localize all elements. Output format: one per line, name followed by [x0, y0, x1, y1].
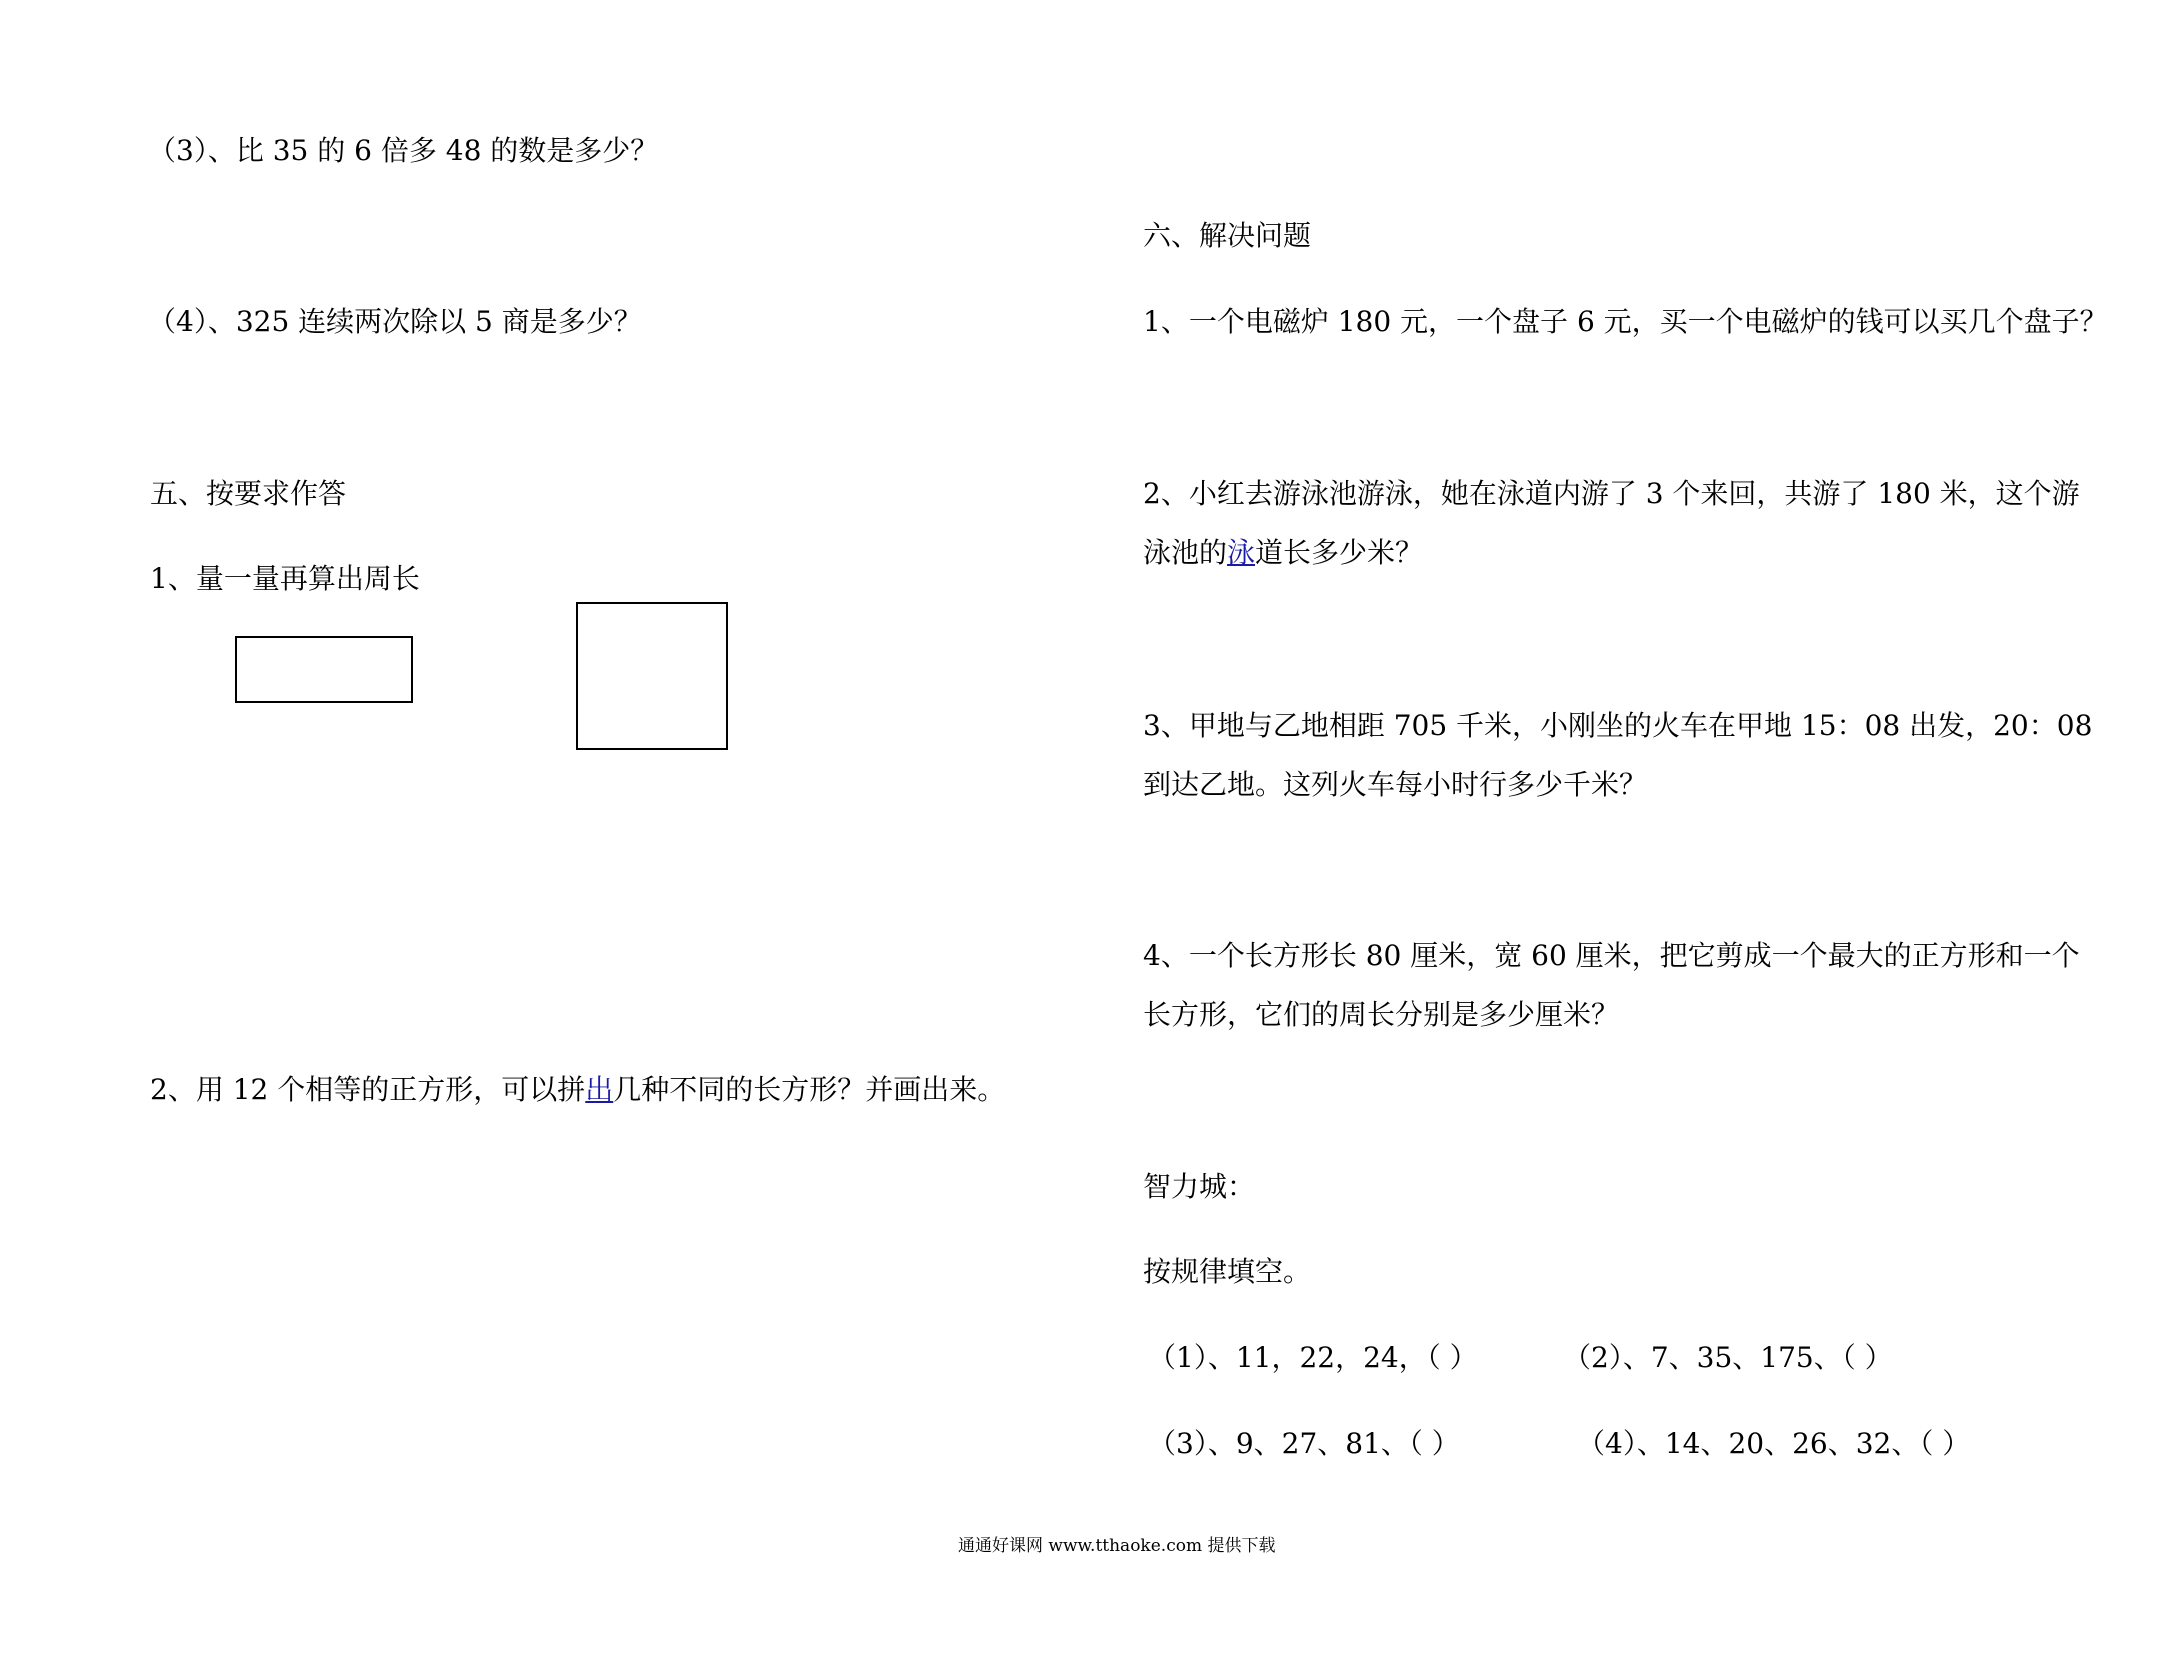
problem-2-link[interactable]: 泳: [1227, 536, 1256, 569]
problem-2-text-before: 泳池的: [1143, 536, 1228, 569]
sequence-2: （2）、7、35、175、（ ）: [1563, 1341, 1893, 1374]
section-5-item-2: [150, 1073, 1005, 1107]
question-3: （3）、比 35 的 6 倍多 48 的数是多少？: [148, 134, 659, 167]
puzzle-title: 智力城：: [1143, 1170, 1256, 1203]
question-4: （4）、325 连续两次除以 5 商是多少？: [148, 305, 642, 338]
footer-credit: 通通好课网 www.tthaoke.com 提供下载: [958, 1536, 1276, 1556]
sequence-4: （4）、14、20、26、32、（ ）: [1577, 1427, 1971, 1460]
problem-3-line-1: 3、甲地与乙地相距 705 千米，小刚坐的火车在甲地 15：08 出发，20：08: [1143, 709, 2093, 742]
puzzle-subtitle: 按规律填空。: [1143, 1255, 1312, 1288]
square-figure: [576, 602, 728, 750]
rectangle-figure: [235, 636, 413, 703]
problem-2-line-2: [1143, 536, 1423, 570]
problem-2-text-after: 道长多少米？: [1255, 536, 1424, 569]
section-5-item-1: 1、量一量再算出周长: [150, 562, 420, 595]
problem-3-line-2: 到达乙地。这列火车每小时行多少千米？: [1143, 768, 1648, 801]
problem-4-line-2: 长方形，它们的周长分别是多少厘米？: [1143, 998, 1620, 1031]
item-2-text-before: 2、用 12 个相等的正方形，可以拼: [150, 1073, 586, 1106]
sequence-3: （3）、9、27、81、（ ）: [1148, 1427, 1460, 1460]
item-2-link[interactable]: 出: [585, 1073, 614, 1106]
problem-1: 1、一个电磁炉 180 元，一个盘子 6 元，买一个电磁炉的钱可以买几个盘子？: [1143, 305, 2108, 338]
sequence-1: （1）、11，22，24，（ ）: [1148, 1341, 1478, 1374]
section-6-title: 六、解决问题: [1143, 219, 1312, 252]
section-5-title: 五、按要求作答: [150, 477, 347, 510]
item-2-text-after: 几种不同的长方形？并画出来。: [613, 1073, 1006, 1106]
problem-2-line-1: 2、小红去游泳池游泳，她在泳道内游了 3 个来回，共游了 180 米，这个游: [1143, 477, 2080, 510]
problem-4-line-1: 4、一个长方形长 80 厘米，宽 60 厘米，把它剪成一个最大的正方形和一个: [1143, 939, 2080, 972]
